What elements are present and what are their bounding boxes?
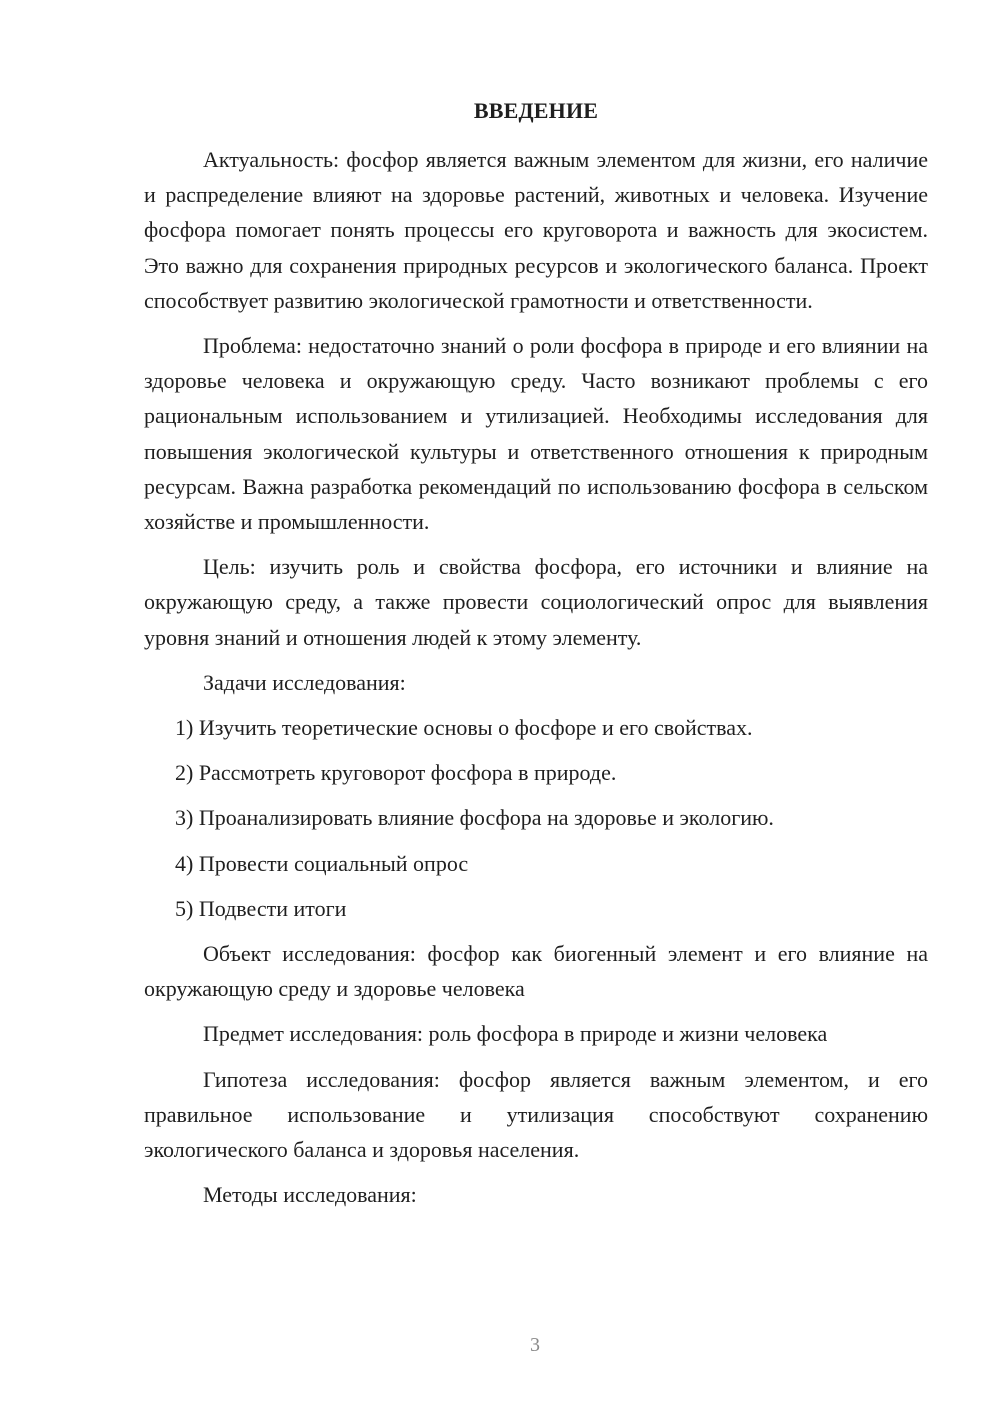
task-item-3: 3) Проанализировать влияние фосфора на здоровье и экологию. [175, 805, 774, 831]
paragraph-problem: Проблема: недостаточно знаний о роли фосфора в природе и его влиянии на здоровье человека и окружающую среду. Часто возникают проблемы с его рациональным использованием и утилизацией. Необходимы исследования для повышения экологической культуры и ответственного отношения к природным ресурсам. Важна разработка рекомендаций по использованию фосфора в сельском хозяйстве и промышленности. [144, 333, 928, 535]
paragraph-object: Объект исследования: фосфор как биогенный элемент и его влияние на окружающую среду и здоровье человека [144, 941, 928, 1002]
task-item-5: 5) Подвести итоги [175, 895, 347, 921]
paragraph-subject: Предмет исследования: роль фосфора в природе и жизни человека [203, 1021, 828, 1047]
paragraph-hypothesis: Гипотеза исследования: фосфор является важным элементом, и его правильное использование и утилизация способствуют сохранению экологического баланса и здоровья населения. [144, 1066, 928, 1163]
paragraph-goal: Цель: изучить роль и свойства фосфора, его источники и влияние на окружающую среду, а также провести социологический опрос для выявления уровня знаний и отношения людей к этому элементу. [144, 554, 928, 650]
tasks-title: Задачи исследования: [203, 669, 406, 695]
page-content [144, 96, 928, 1222]
task-item-1: 1) Изучить теоретические основы о фосфоре и его свойствах. [175, 715, 753, 741]
paragraph-relevance: Актуальность: фосфор является важным элементом для жизни, его наличие и распределение влияют на здоровье растений, животных и человека. Изучение фосфора помогает понять процессы его круговорота и важность для экосистем. Это важно для сохранения природных ресурсов и экологического баланса. Проект способствует развитию экологической грамотности и ответственности. [144, 147, 928, 313]
methods-title: Методы исследования: [203, 1182, 417, 1208]
task-item-2: 2) Рассмотреть круговорот фосфора в природе. [175, 760, 617, 786]
section-heading: ВВЕДЕНИЕ [473, 98, 599, 123]
task-item-4: 4) Провести социальный опрос [175, 850, 469, 876]
page-number: 3 [530, 1334, 540, 1356]
